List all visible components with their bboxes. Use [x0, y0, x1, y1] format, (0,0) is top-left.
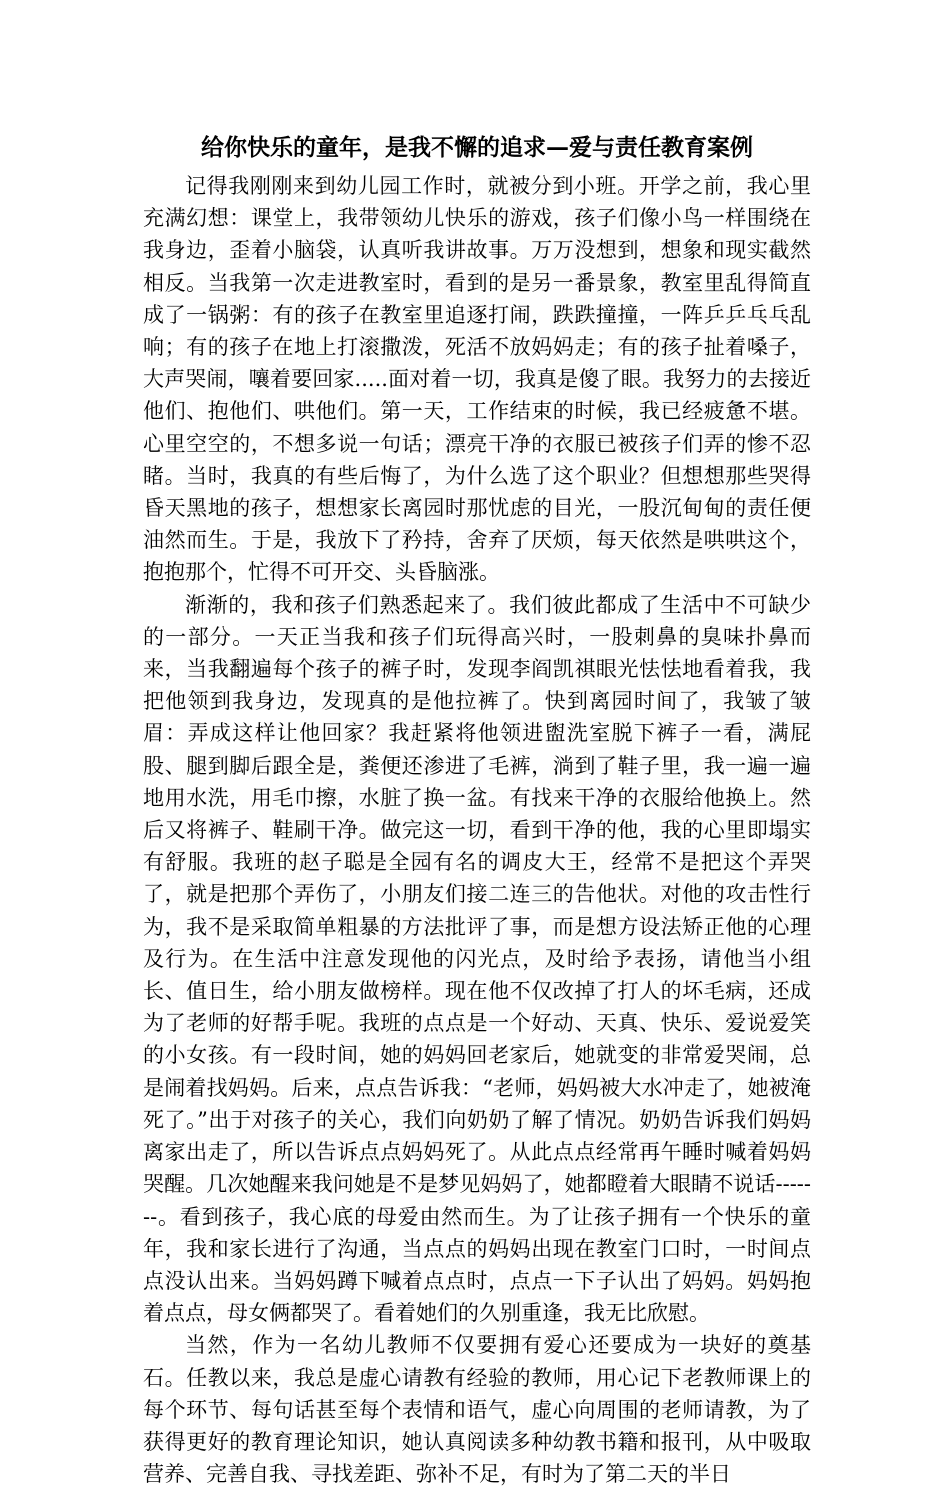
paragraph-1: 记得我刚刚来到幼儿园工作时，就被分到小班。开学之前，我心里充满幻想：课堂上，我带领幼儿快乐的游戏，孩子们像小鸟一样围绕在我身边，歪着小脑袋，认真听我讲故事。万万没想到，想象和现实截然相反。当我第一次走进教室时，看到的是另一番景象，教室里乱得简直成了一锅粥：有的孩子在教室里追逐打闹，跌跌撞撞，一阵乒乒乓乓乱响；有的孩子在地上打滚撒泼，死活不放妈妈走；有的孩子扯着嗓子，大声哭闹，嚷着要回家.....面对着一切，我真是傻了眼。我努力的去接近他们、抱他们、哄他们。第一天，工作结束的时候，我已经疲惫不堪。心里空空的，不想多说一句话；漂亮干净的衣服已被孩子们弄的惨不忍睹。当时，我真的有些后悔了，为什么选了这个职业？但想想那些哭得昏天黑地的孩子，想想家长离园时那忧虑的目光，一股沉甸甸的责任便油然而生。于是，我放下了矜持，舍弃了厌烦，每天依然是哄哄这个，抱抱那个，忙得不可开交、头昏脑涨。 — [143, 174, 811, 585]
document-body — [143, 130, 811, 1490]
document-title: 给你快乐的童年，是我不懈的追求—爱与责任教育案例 — [201, 134, 753, 161]
paragraph-3: 当然，作为一名幼儿教师不仅要拥有爱心还要成为一块好的奠基石。任教以来，我总是虚心请教有经验的教师，用心记下老教师课上的每个环节、每句话甚至每个表情和语气，虚心向周围的老师请教，为了获得更好的教育理论知识，她认真阅读多种幼教书籍和报刊，从中吸取营养、完善自我、寻找差距、弥补不足，有时为了第二天的半日 — [143, 1333, 811, 1487]
paragraph-2: 渐渐的，我和孩子们熟悉起来了。我们彼此都成了生活中不可缺少的一部分。一天正当我和孩子们玩得高兴时，一股刺鼻的臭味扑鼻而来，当我翻遍每个孩子的裤子时，发现李阎凯祺眼光怯怯地看着我，我把他领到我身边，发现真的是他拉裤了。快到离园时间了，我皱了皱眉：弄成这样让他回家？我赶紧将他领进盥洗室脱下裤子一看，满屁股、腿到脚后跟全是，粪便还渗进了毛裤，淌到了鞋子里，我一遍一遍地用水洗，用毛巾擦，水脏了换一盆。有找来干净的衣服给他换上。然后又将裤子、鞋刷干净。做完这一切，看到干净的他，我的心里即塌实有舒服。我班的赵子聪是全园有名的调皮大王，经常不是把这个弄哭了，就是把那个弄伤了，小朋友们接二连三的告他状。对他的攻击性行为，我不是采取简单粗暴的方法批评了事，而是想方设法矫正他的心理及行为。在生活中注意发现他的闪光点，及时给予表扬，请他当小组长、值日生，给小朋友做榜样。现在他不仅改掉了打人的坏毛病，还成为了老师的好帮手呢。我班的点点是一个好动、天真、快乐、爱说爱笑的小女孩。有一段时间，她的妈妈回老家后，她就变的非常爱哭闹，总是闹着找妈妈。后来，点点告诉我：“老师，妈妈被大水冲走了，她被淹死了。”出于对孩子的关心，我们向奶奶了解了情况。奶奶告诉我们妈妈离家出走了，所以告诉点点妈妈死了。从此点点经常再午睡时喊着妈妈哭醒。几次她醒来我问她是不是梦见妈妈了，她都瞪着大眼睛不说话-------。看到孩子，我心底的母爱由然而生。为了让孩子拥有一个快乐的童年，我和家长进行了沟通，当点点的妈妈出现在教室门口时，一时间点点没认出来。当妈妈蹲下喊着点点时，点点一下子认出了妈妈。妈妈抱着点点，母女俩都哭了。看着她们的久别重逢，我无比欣慰。 — [143, 592, 811, 1326]
